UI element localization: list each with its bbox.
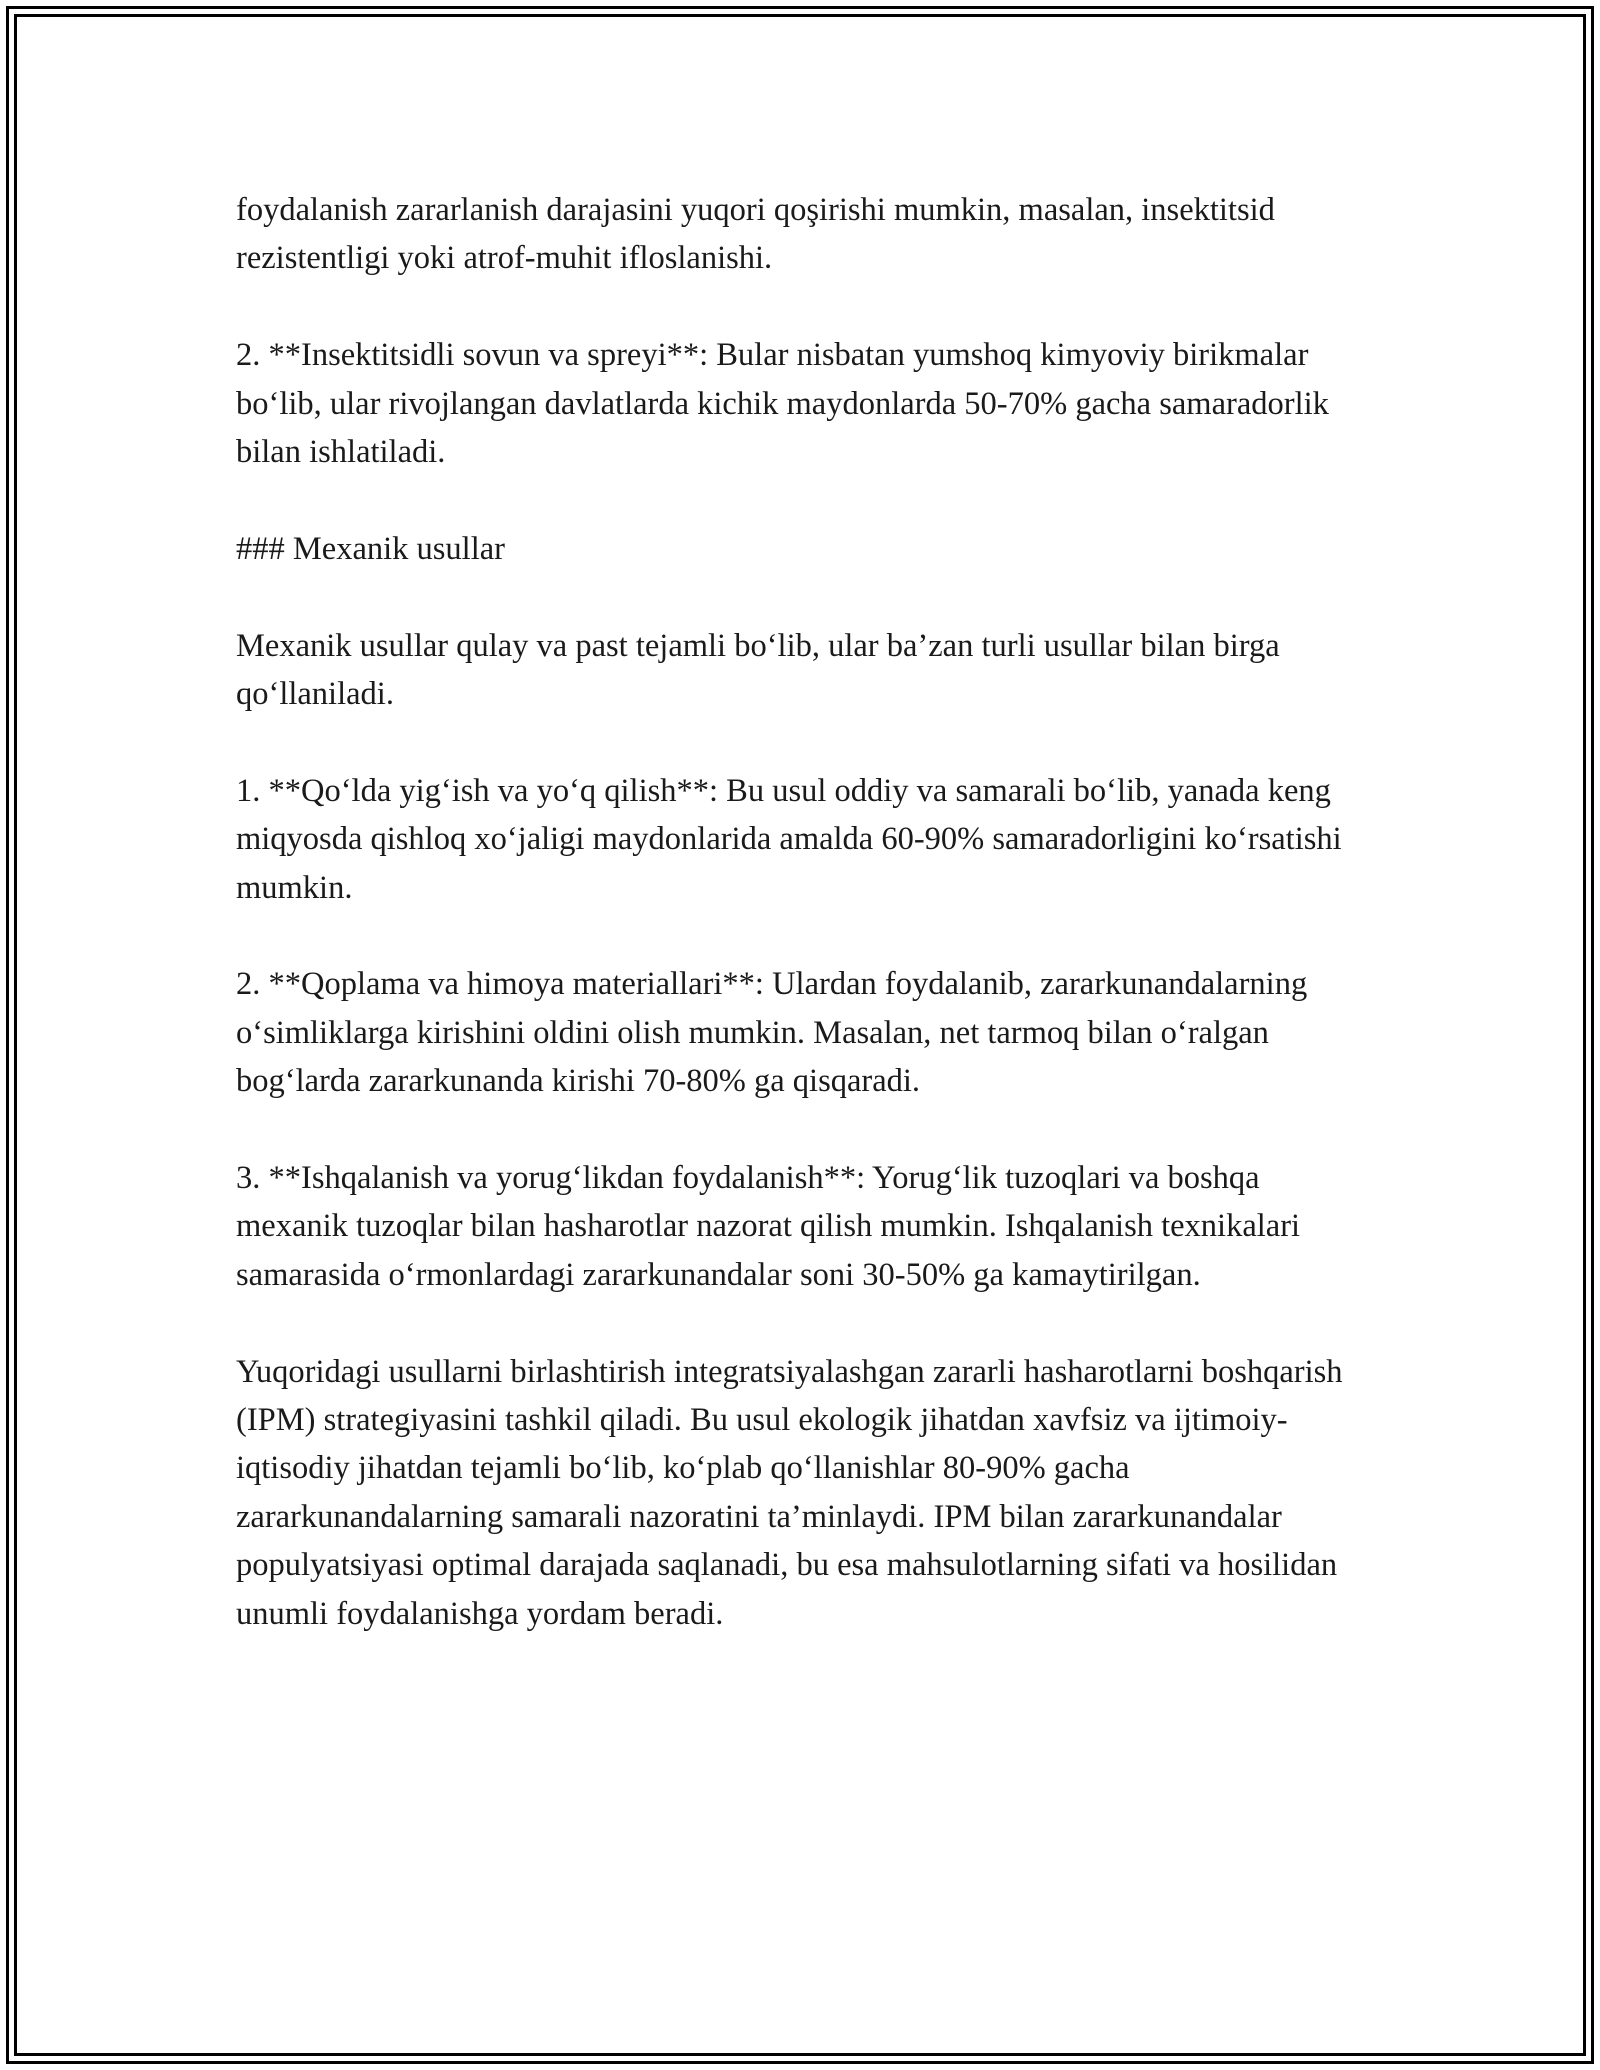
list-item-insecticidal-soap: 2. **Insektitsidli sovun va spreyi**: Bular nisbatan yumshoq kimyoviy birikmalar bo‘lib, ular rivojlangan davlatlarda kichik maydonlarda 50-70% gacha samaradorlik bilan ishlatiladi. xyxy=(236,337,1329,471)
section-heading-mechanical-methods: ### Mexanik usullar xyxy=(236,530,505,567)
document-body xyxy=(236,186,1356,1686)
list-item-hand-picking: 1. **Qo‘lda yig‘ish va yo‘q qilish**: Bu usul oddiy va samarali bo‘lib, yanada keng miqyosda qishloq xo‘jaligi maydonlarida amalda 60-90% samaradorligini ko‘rsatishi mumkin. xyxy=(236,772,1342,906)
paragraph-ipm-conclusion: Yuqoridagi usullarni birlashtirish integratsiyalashgan zararli hasharotlarni boshqarish (IPM) strategiyasini tashkil qiladi. Bu usul ekologik jihatdan xavfsiz va ijtimoiy-iqtisodiy jihatdan tejamli bo‘lib, ko‘plab qo‘llanishlar 80-90% gacha zararkunandalarning samarali nazoratini ta’minlaydi. IPM bilan zararkunandalar populyatsiyasi optimal darajada saqlanadi, bu esa mahsulotlarning sifati va hosilidan unumli foydalanishga yordam beradi. xyxy=(236,1353,1343,1632)
list-item-protective-materials: 2. **Qoplama va himoya materiallari**: Ulardan foydalanib, zararkunandalarning o‘simliklarga kirishini oldini olish mumkin. Masalan, net tarmoq bilan o‘ralgan bog‘larda zararkunanda kirishi 70-80% ga qisqaradi. xyxy=(236,966,1308,1100)
list-item-light-traps: 3. **Ishqalanish va yorug‘likdan foydalanish**: Yorug‘lik tuzoqlari va boshqa mexanik tuzoqlar bilan hasharotlar nazorat qilish mumkin. Ishqalanish texnikalari samarasida o‘rmonlardagi zararkunandalar soni 30-50% ga kamaytirilgan. xyxy=(236,1160,1301,1293)
paragraph-continuation: foydalanish zararlanish darajasini yuqori qoşirishi mumkin, masalan, insektitsid rezistentligi yoki atrof-muhit ifloslanishi. xyxy=(236,192,1275,277)
paragraph-mechanical-intro: Mexanik usullar qulay va past tejamli bo‘lib, ular ba’zan turli usullar bilan birga qo‘llaniladi. xyxy=(236,627,1280,713)
